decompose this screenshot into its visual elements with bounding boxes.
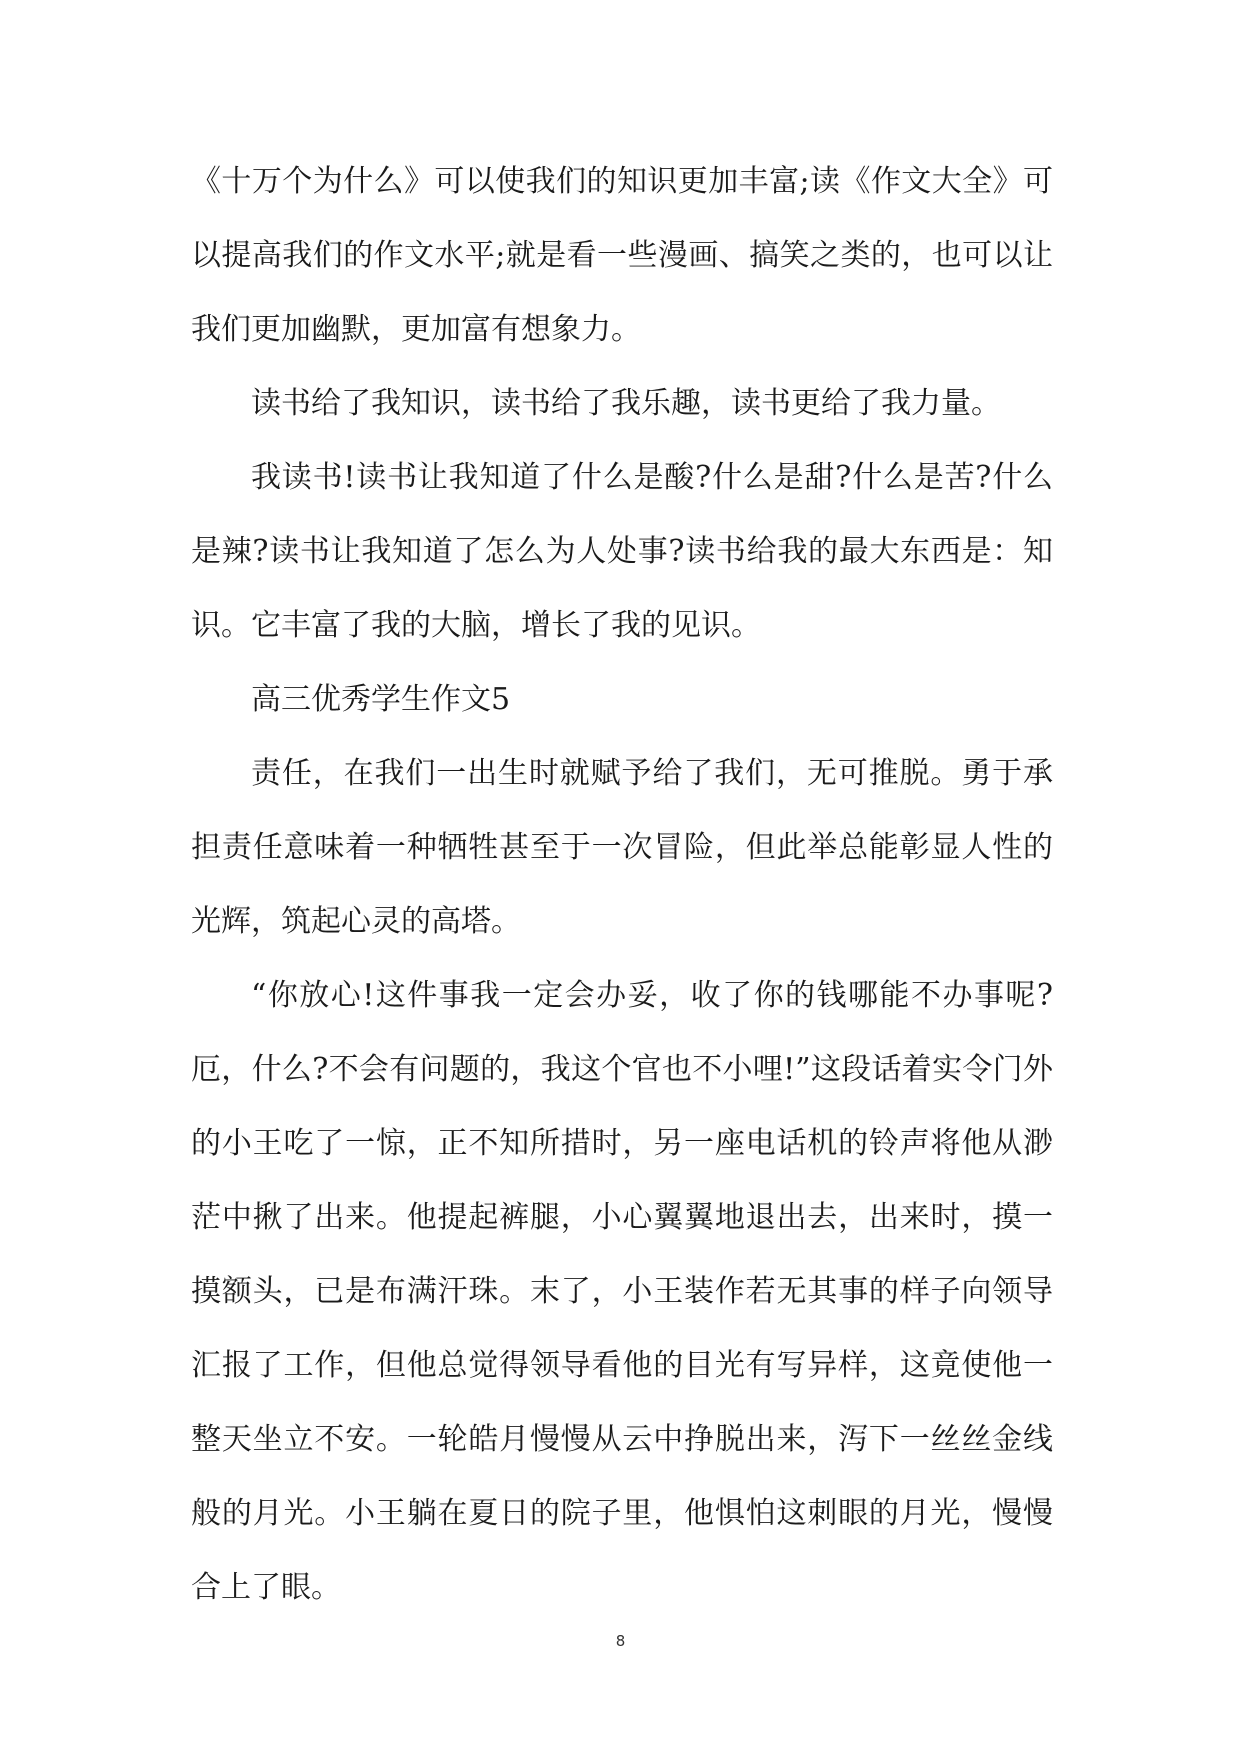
body-text [191,145,1053,1625]
paragraph-reading-benefits: 《十万个为什么》可以使我们的知识更加丰富;读《作文大全》可以提高我们的作文水平;就是看一些漫画、搞笑之类的，也可以让我们更加幽默，更加富有想象力。 [191,164,1053,347]
paragraph-reading-knowledge: 我读书!读书让我知道了什么是酸?什么是甜?什么是苦?什么是辣?读书让我知道了怎么为人处事?读书给我的最大东西是：知识。它丰富了我的大脑，增长了我的见识。 [191,460,1053,643]
page-number: 8 [615,1632,626,1650]
section-heading: 高三优秀学生作文5 [251,682,511,717]
paragraph-responsibility: 责任，在我们一出生时就赋予给了我们，无可推脱。勇于承担责任意味着一种牺牲甚至于一次冒险，但此举总能彰显人性的光辉，筑起心灵的高塔。 [191,756,1053,939]
paragraph-story: “你放心!这件事我一定会办妥，收了你的钱哪能不办事呢?厄，什么?不会有问题的，我这个官也不小哩!”这段话着实令门外的小王吃了一惊，正不知所措时，另一座电话机的铃声将他从渺茫中揪了出来。他提起裤腿，小心翼翼地退出去，出来时，摸一摸额头，已是布满汗珠。末了，小王装作若无其事的样子向领导汇报了工作，但他总觉得领导看他的目光有写异样，这竟使他一整天坐立不安。一轮皓月慢慢从云中挣脱出来，泻下一丝丝金线般的月光。小王躺在夏日的院子里，他惧怕这刺眼的月光，慢慢合上了眼。 [191,978,1053,1605]
paragraph-reading-gifts: 读书给了我知识，读书给了我乐趣，读书更给了我力量。 [251,386,1001,421]
